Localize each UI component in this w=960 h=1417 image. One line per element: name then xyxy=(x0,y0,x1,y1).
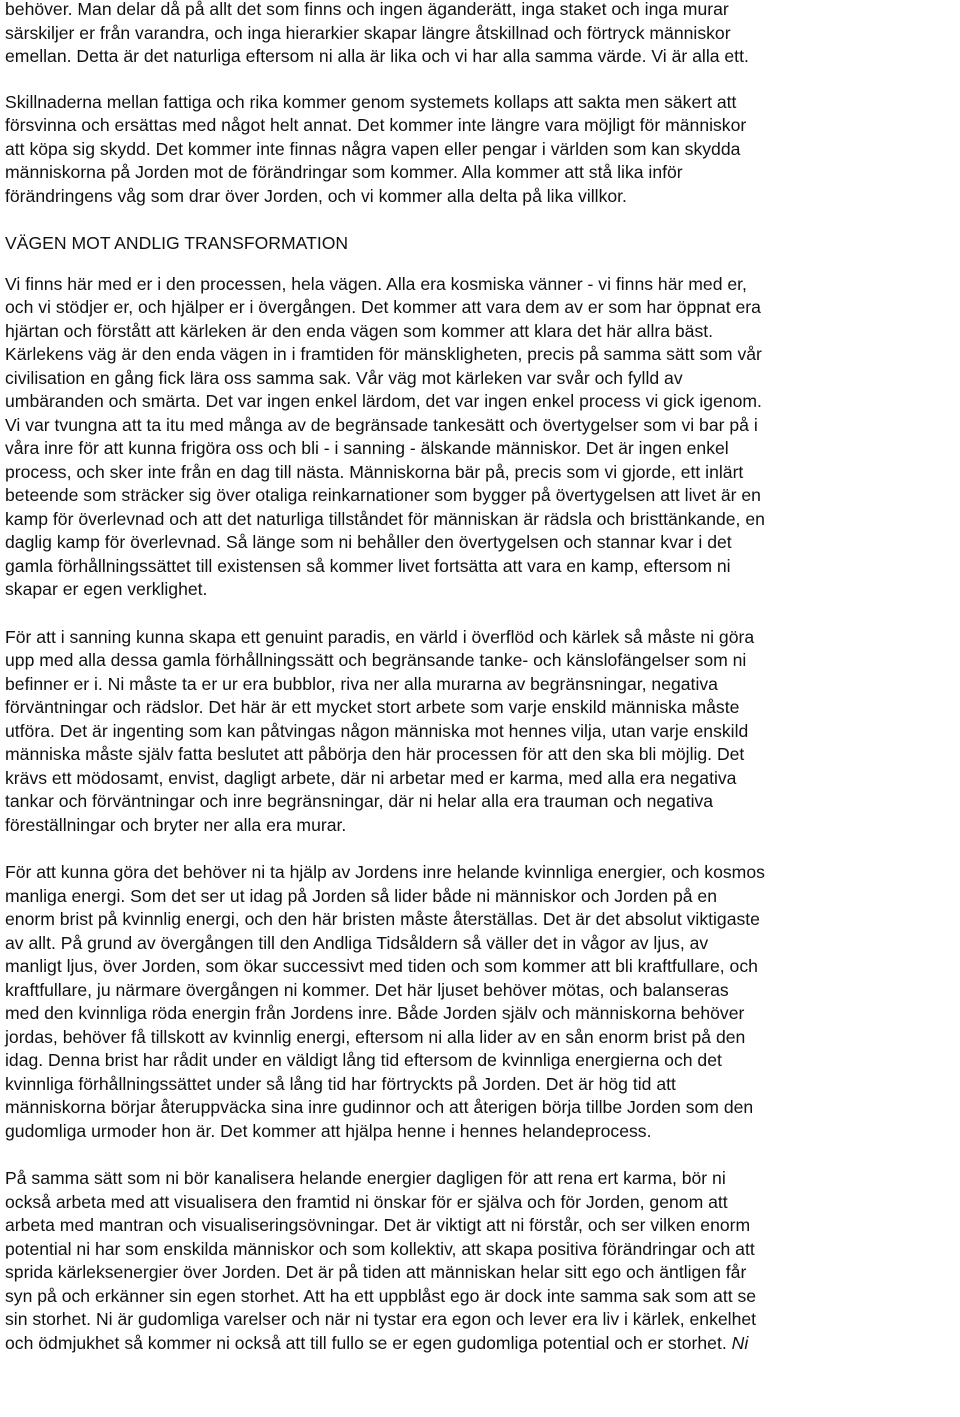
text-line: process, och sker inte från en dag till nästa. Människorna bär på, precis som vi gjorde, ett inlärt xyxy=(5,461,744,482)
text-line: förväntningar och rädslor. Det här är ett mycket stort arbete som varje enskild människa måste xyxy=(5,697,740,717)
text-line: försvinna och ersättas med något helt annat. Det kommer inte längre vara möjligt för människor xyxy=(5,115,747,135)
text-line: förändringens våg som drar över Jorden, och vi kommer alla delta på lika villkor. xyxy=(5,185,627,206)
text-line: kamp för överlevnad och att det naturliga tillståndet för människan är rädsla och bristtänkande, en xyxy=(5,508,765,529)
text-run: och ödmjukhet så kommer ni också att till fullo se er egen gudomliga potential och er storhet. xyxy=(5,1332,732,1353)
text-line: Kärlekens väg är den enda vägen in i framtiden för mänskligheten, precis på samma sätt som vår xyxy=(5,344,762,364)
text-line: På samma sätt som ni bör kanalisera helande energier dagligen för att rena ert karma, bör ni xyxy=(5,1168,726,1188)
text-line: sprida kärleksenergier över Jorden. Det är på tiden att människan helar sitt ego och äntligen får xyxy=(5,1262,747,1282)
text-line: människorna börjar återuppväcka sina inre gudinnor och att återigen börja tillbe Jorden som den xyxy=(5,1097,754,1117)
paragraph xyxy=(5,0,960,69)
paragraph xyxy=(5,273,960,602)
paragraph xyxy=(5,861,960,1143)
text-line: och vi stödjer er, och hjälper er i övergången. Det kommer att vara dem av er som har öppnat era xyxy=(5,297,761,317)
text-line: Vi var tvungna att ta itu med många av de begränsade tankesätt och övertygelser som vi bar på i xyxy=(5,414,758,435)
text-line: Skillnaderna mellan fattiga och rika kommer genom systemets kollaps att sakta men säkert att xyxy=(5,91,737,112)
text-line: tankar och förväntningar och inre begränsningar, där ni helar alla era trauman och negativa xyxy=(5,791,714,811)
text-line: Vi finns här med er i den processen, hela vägen. Alla era kosmiska vänner - vi finns här med er, xyxy=(5,273,747,294)
text-line: hjärtan och förstått att kärleken är den enda vägen som kommer att klara det här allra bäst. xyxy=(5,320,714,341)
text-line: gamla förhållningssättet till existensen så kommer livet fortsätta att vara en kamp, eftersom ni xyxy=(5,555,731,576)
text-line: potential ni har som enskilda människor och som kollektiv, att skapa positiva förändringar och att xyxy=(5,1238,755,1259)
text-line: För att kunna göra det behöver ni ta hjälp av Jordens inre helande kvinnliga energier, och kosmos xyxy=(5,862,765,882)
text-line: människa måste själv fatta beslutet att påbörja den här processen för att den ska bli möjlig. Det xyxy=(5,744,745,764)
text-line: skapar er egen verklighet. xyxy=(5,579,208,599)
document-page xyxy=(5,0,960,1355)
text-line: För att i sanning kunna skapa ett genuint paradis, en värld i överflöd och kärlek så måste ni göra xyxy=(5,626,755,647)
text-line: umbäranden och smärta. Det var ingen enkel lärdom, det var ingen enkel process vi gick igenom. xyxy=(5,391,762,411)
text-line: civilisation en gång fick lära oss samma sak. Vår väg mot kärleken var svår och fylld av xyxy=(5,367,683,388)
text-line: daglig kamp för överlevnad. Så länge som ni behåller den övertygelsen och stannar kvar i det xyxy=(5,532,732,552)
text-line: jordas, behöver få tillskott av kvinnlig energi, eftersom ni alla lider av en sån enorm brist på den xyxy=(5,1026,746,1047)
text-line: upp med alla dessa gamla förhållningssätt och begränsande tanke- och känslofängelser som ni xyxy=(5,650,747,670)
text-line: med den kvinnliga röda energin från Jordens inre. Både Jorden själv och människorna behöver xyxy=(5,1003,745,1023)
text-line: människorna på Jorden mot de förändringar som kommer. Alla kommer att stå lika inför xyxy=(5,162,683,182)
text-line: arbeta med mantran och visualiseringsövningar. Det är viktigt att ni förstår, och ser vilken enorm xyxy=(5,1215,751,1235)
paragraph xyxy=(5,91,960,209)
text-line: befinner er i. Ni måste ta er ur era bubblor, riva ner alla murarna av begränsningar, negativa xyxy=(5,673,718,694)
text-line: våra inre för att kunna frigöra oss och bli - i sanning - älskande människor. Det är ingen enkel xyxy=(5,438,729,458)
text-line: också arbeta med att visualisera den framtid ni önskar för er själva och för Jorden, genom att xyxy=(5,1191,728,1212)
text-line: av allt. På grund av övergången till den Andliga Tidsåldern så väller det in vågor av ljus, av xyxy=(5,932,709,953)
text-line: särskiljer er från varandra, och inga hierarkier skapar längre åtskillnad och förtryck människor xyxy=(5,22,731,43)
text-line: idag. Denna brist har rådit under en väldigt lång tid eftersom de kvinnliga energierna och det xyxy=(5,1050,722,1070)
text-line xyxy=(5,1332,960,1356)
text-line: krävs ett mödosamt, envist, dagligt arbete, där ni arbetar med er karma, med alla era negativa xyxy=(5,767,737,788)
italic-text-run: Ni xyxy=(731,1332,749,1353)
text-line: kraftfullare, ju närmare övergången ni kommer. Det här ljuset behöver mötas, och balanseras xyxy=(5,979,729,1000)
text-line: att köpa sig skydd. Det kommer inte finnas några vapen eller pengar i världen som kan skydda xyxy=(5,138,741,159)
paragraph xyxy=(5,626,960,838)
text-line: gudomliga urmoder hon är. Det kommer att hjälpa henne i hennes helandeprocess. xyxy=(5,1120,652,1141)
paragraph xyxy=(5,1167,960,1355)
text-line: utföra. Det är ingenting som kan påtvingas någon människa mot hennes vilja, utan varje enskild xyxy=(5,720,749,741)
text-line: sin storhet. Ni är gudomliga varelser och när ni tystar era egon och lever era liv i kärlek, enkelhet xyxy=(5,1309,757,1329)
text-line: behöver. Man delar då på allt det som finns och ingen äganderätt, inga staket och inga murar xyxy=(5,0,729,19)
text-line: manliga energi. Som det ser ut idag på Jorden så lider både ni människor och Jorden på en xyxy=(5,885,717,906)
text-line: syn på och erkänner sin egen storhet. Att ha ett uppblåst ego är dock inte samma sak som att se xyxy=(5,1285,757,1306)
text-line: föreställningar och bryter ner alla era murar. xyxy=(5,814,347,835)
section-heading: VÄGEN MOT ANDLIG TRANSFORMATION xyxy=(5,233,349,253)
text-line: beteende som sträcker sig över otaliga reinkarnationer som bygger på övertygelsen att livet är en xyxy=(5,485,761,505)
text-line: emellan. Detta är det naturliga eftersom ni alla är lika och vi har alla samma värde. Vi är alla ett. xyxy=(5,46,749,66)
text-line: enorm brist på kvinnlig energi, och den här bristen måste återställas. Det är det absolut viktigaste xyxy=(5,909,760,929)
text-line: manligt ljus, över Jorden, som ökar successivt med tiden och som kommer att bli kraftfullare, och xyxy=(5,956,758,976)
text-line: kvinnliga förhållningssättet under så lång tid har förtryckts på Jorden. Det är hög tid att xyxy=(5,1073,676,1094)
